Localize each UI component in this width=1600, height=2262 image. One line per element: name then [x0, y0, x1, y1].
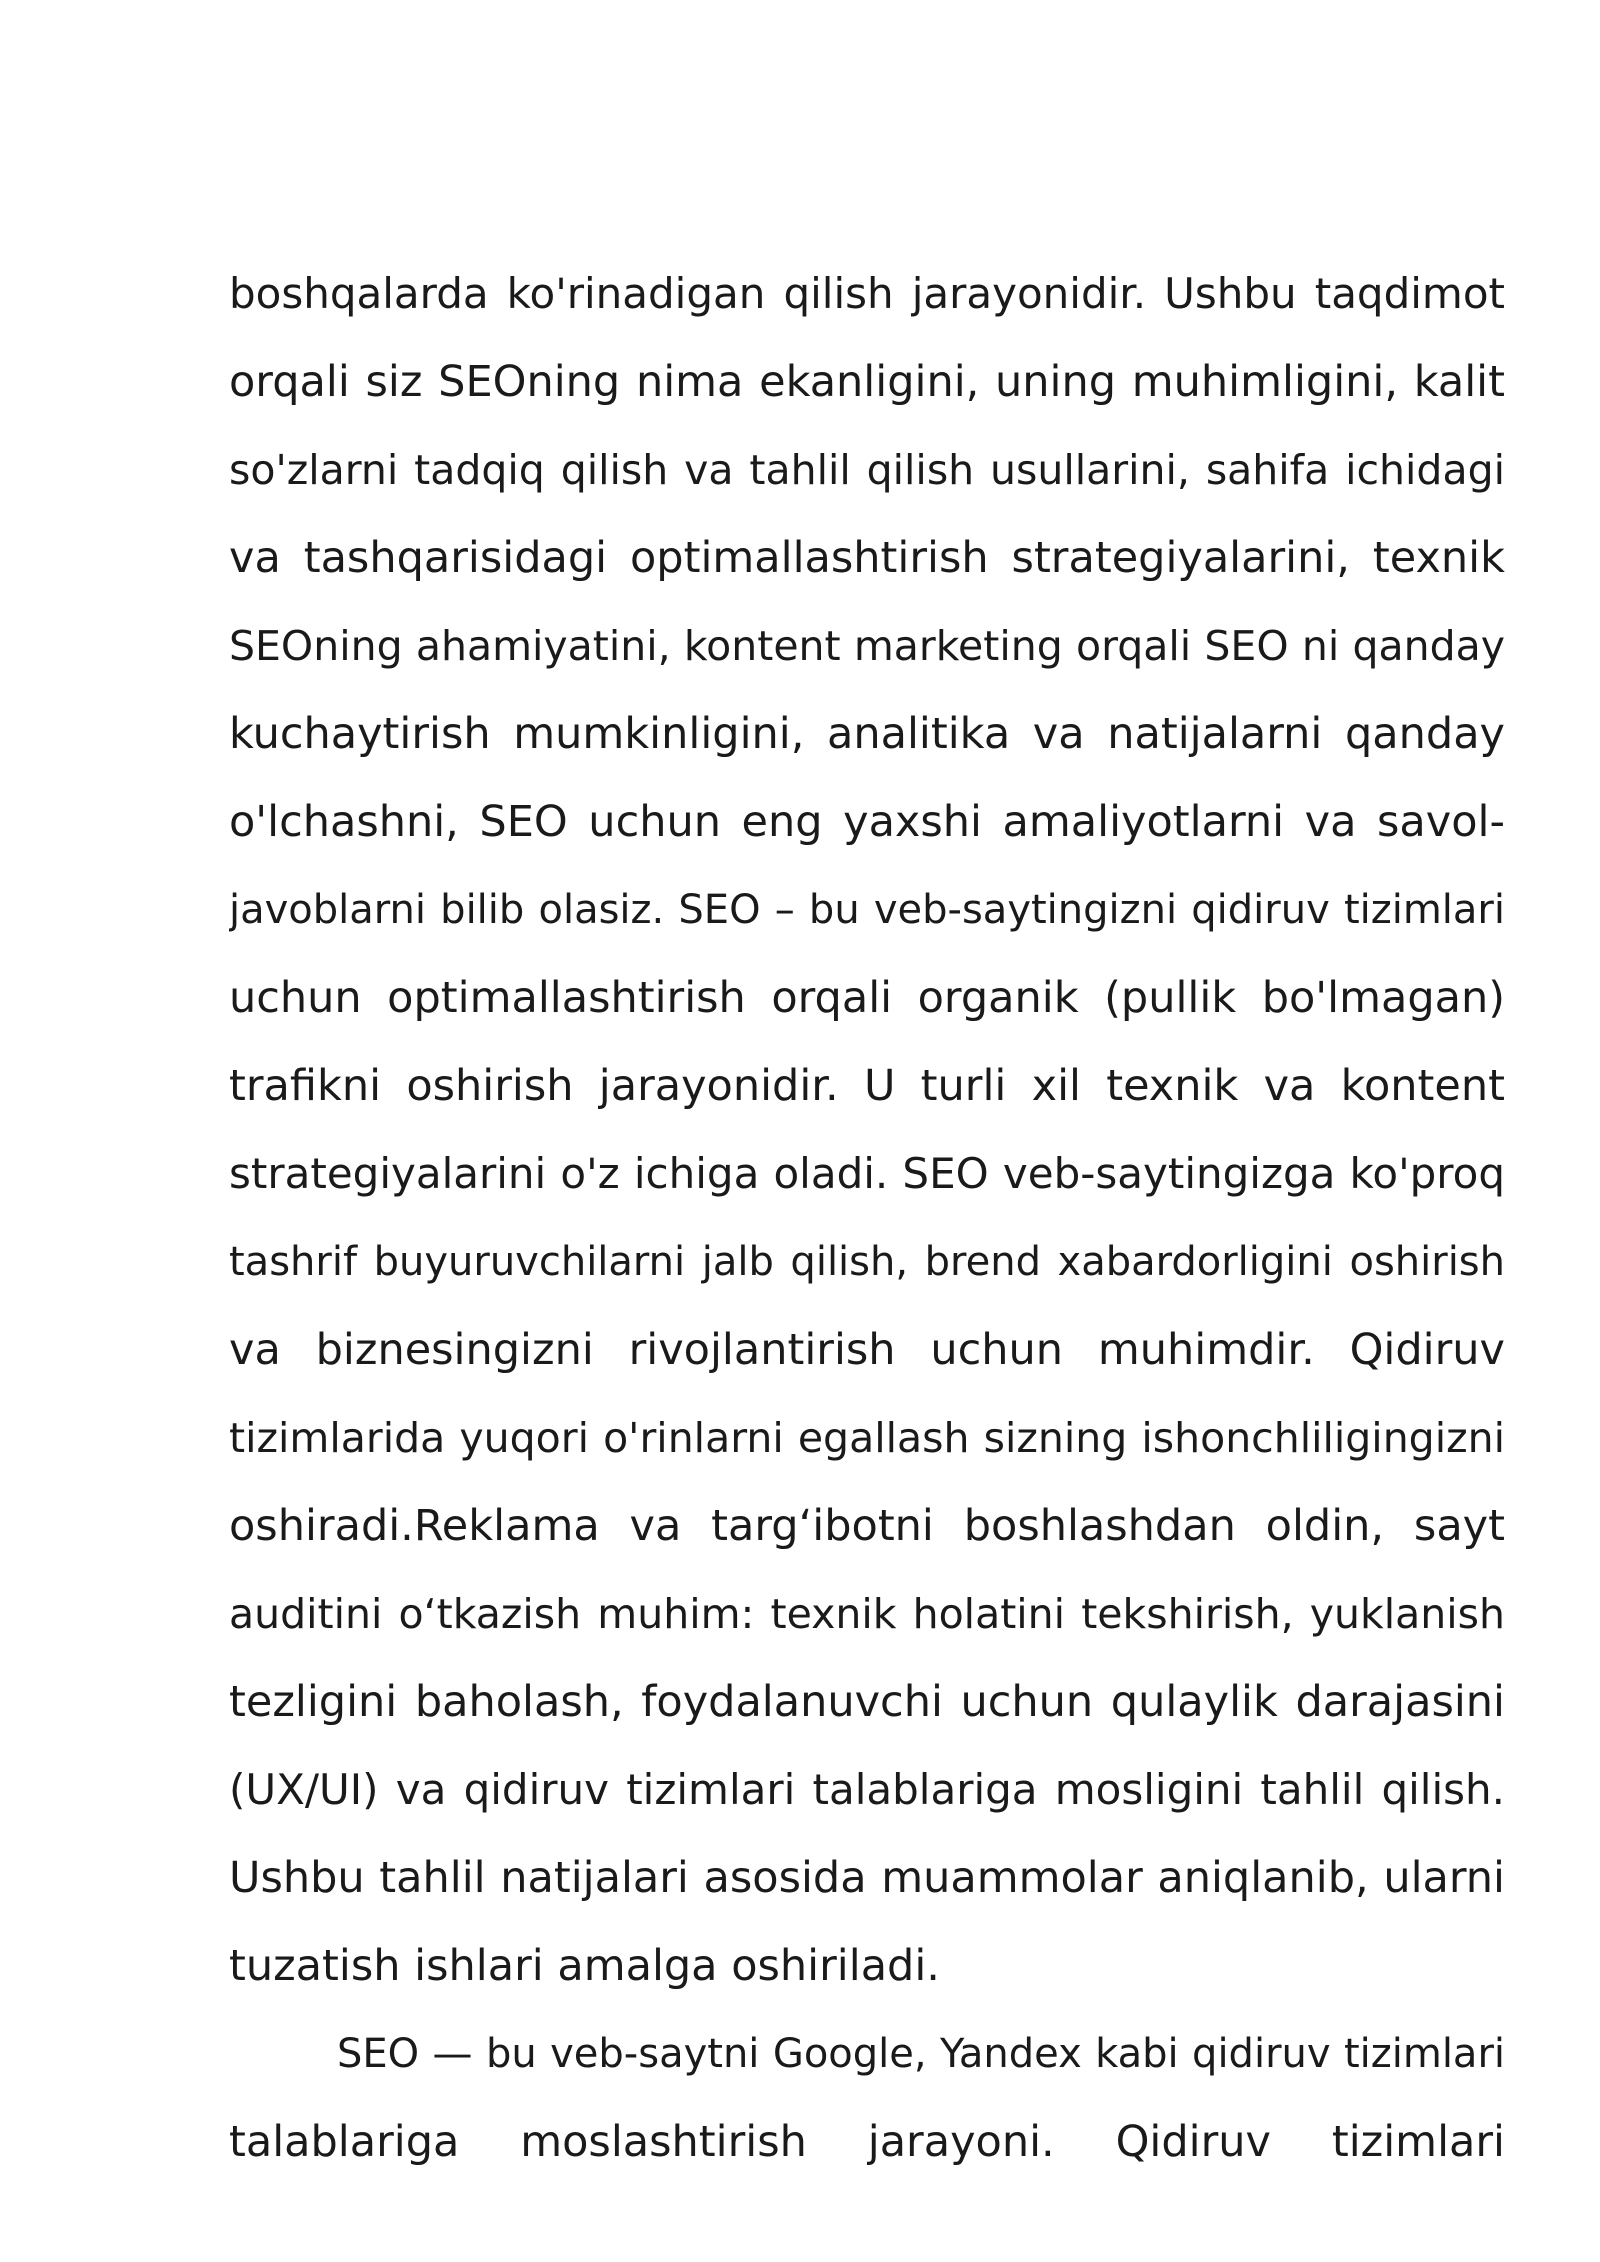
text-line: va biznesingizni rivojlantirish uchun muhimdir. Qidiruv	[229, 1325, 1505, 1375]
paragraph-start-line: SEO — bu veb-saytni Google, Yandex kabi qidiruv tizimlari	[337, 2031, 1505, 2077]
text-line: orqali siz SEOning nima ekanligini, uning muhimligini, kalit	[229, 357, 1505, 407]
text-line: oshiradi.Reklama va targ‘ibotni boshlashdan oldin, sayt	[229, 1501, 1505, 1551]
text-line: tezligini baholash, foydalanuvchi uchun qulaylik darajasini	[229, 1677, 1505, 1727]
text-line: so'zlarni tadqiq qilish va tahlil qilish usullarini, sahifa ichidagi	[229, 446, 1505, 494]
text-line: tizimlarida yuqori o'rinlarni egallash sizning ishonchliligingizni	[229, 1414, 1505, 1462]
text-line: (UX/UI) va qidiruv tizimlari talablariga mosligini tahlil qilish.	[229, 1765, 1505, 1814]
text-line: Ushbu tahlil natijalari asosida muammolar aniqlanib, ularni	[229, 1853, 1505, 1903]
text-line: javoblarni bilib olasiz. SEO – bu veb-saytingizni qidiruv tizimlari	[229, 887, 1505, 933]
text-line: uchun optimallashtirish orqali organik (pullik bo'lmagan)	[229, 973, 1505, 1023]
text-line: boshqalarda ko'rinadigan qilish jarayonidir. Ushbu taqdimot	[229, 269, 1505, 318]
paragraph-end-line: tuzatish ishlari amalga oshiriladi.	[229, 1941, 940, 1991]
text-line: va tashqarisidagi optimallashtirish strategiyalarini, texnik	[229, 533, 1505, 583]
text-line: tashrif buyuruvchilarni jalb qilish, brend xabardorligini oshirish	[229, 1239, 1505, 1285]
text-line: o'lchashni, SEO uchun eng yaxshi amaliyotlarni va savol-	[229, 797, 1505, 847]
text-line: auditini o‘tkazish muhim: texnik holatini tekshirish, yuklanish	[229, 1590, 1505, 1638]
text-line: trafikni oshirish jarayonidir. U turli xil texnik va kontent	[229, 1061, 1505, 1111]
text-line: talablariga moslashtirish jarayoni. Qidiruv tizimlari	[229, 2117, 1505, 2167]
text-line: kuchaytirish mumkinligini, analitika va natijalarni qanday	[229, 709, 1505, 759]
body-text	[229, 250, 1505, 2186]
text-line: SEOning ahamiyatini, kontent marketing orqali SEO ni qanday	[229, 622, 1505, 670]
text-line: strategiyalarini o'z ichiga oladi. SEO veb-saytingizga ko'proq	[229, 1149, 1505, 1198]
